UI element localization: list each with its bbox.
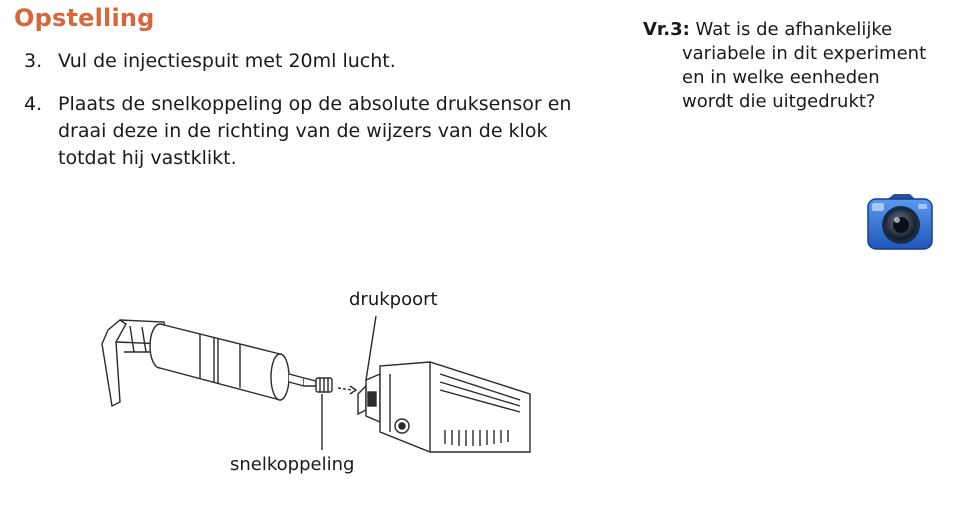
camera-icon[interactable] bbox=[864, 193, 936, 253]
page-title: Opstelling bbox=[14, 4, 155, 32]
syringe-barrel bbox=[150, 324, 289, 400]
step-item bbox=[24, 48, 604, 75]
question-label: Vr.3: bbox=[643, 19, 690, 40]
port-leader-line bbox=[366, 316, 376, 380]
pressure-sensor bbox=[358, 362, 530, 452]
step-item bbox=[24, 91, 604, 172]
step-number: 3. bbox=[24, 50, 43, 72]
instruction-list bbox=[24, 48, 604, 188]
quick-coupling bbox=[316, 378, 332, 392]
step-text: Vul de injectiespuit met 20ml lucht. bbox=[58, 50, 396, 72]
question-text: Wat is de afhankelijke bbox=[695, 19, 893, 40]
question-line bbox=[643, 18, 953, 42]
step-number: 4. bbox=[24, 93, 43, 115]
syringe-tip bbox=[289, 374, 316, 386]
step-text: Plaats de snelkoppeling op de absolute druksensor en draai deze in de richting van de wijzers van de klok totdat hij vastklikt. bbox=[58, 93, 572, 169]
insert-arrow bbox=[338, 386, 356, 394]
question-line: en in welke eenheden bbox=[682, 67, 880, 88]
question-block bbox=[643, 18, 953, 114]
quick-coupling-label: snelkoppeling bbox=[230, 454, 355, 475]
pressure-port-label: drukpoort bbox=[349, 289, 438, 310]
setup-diagram bbox=[90, 282, 550, 482]
question-line: wordt die uitgedrukt? bbox=[682, 91, 876, 112]
question-line: variabele in dit experiment bbox=[682, 43, 927, 64]
